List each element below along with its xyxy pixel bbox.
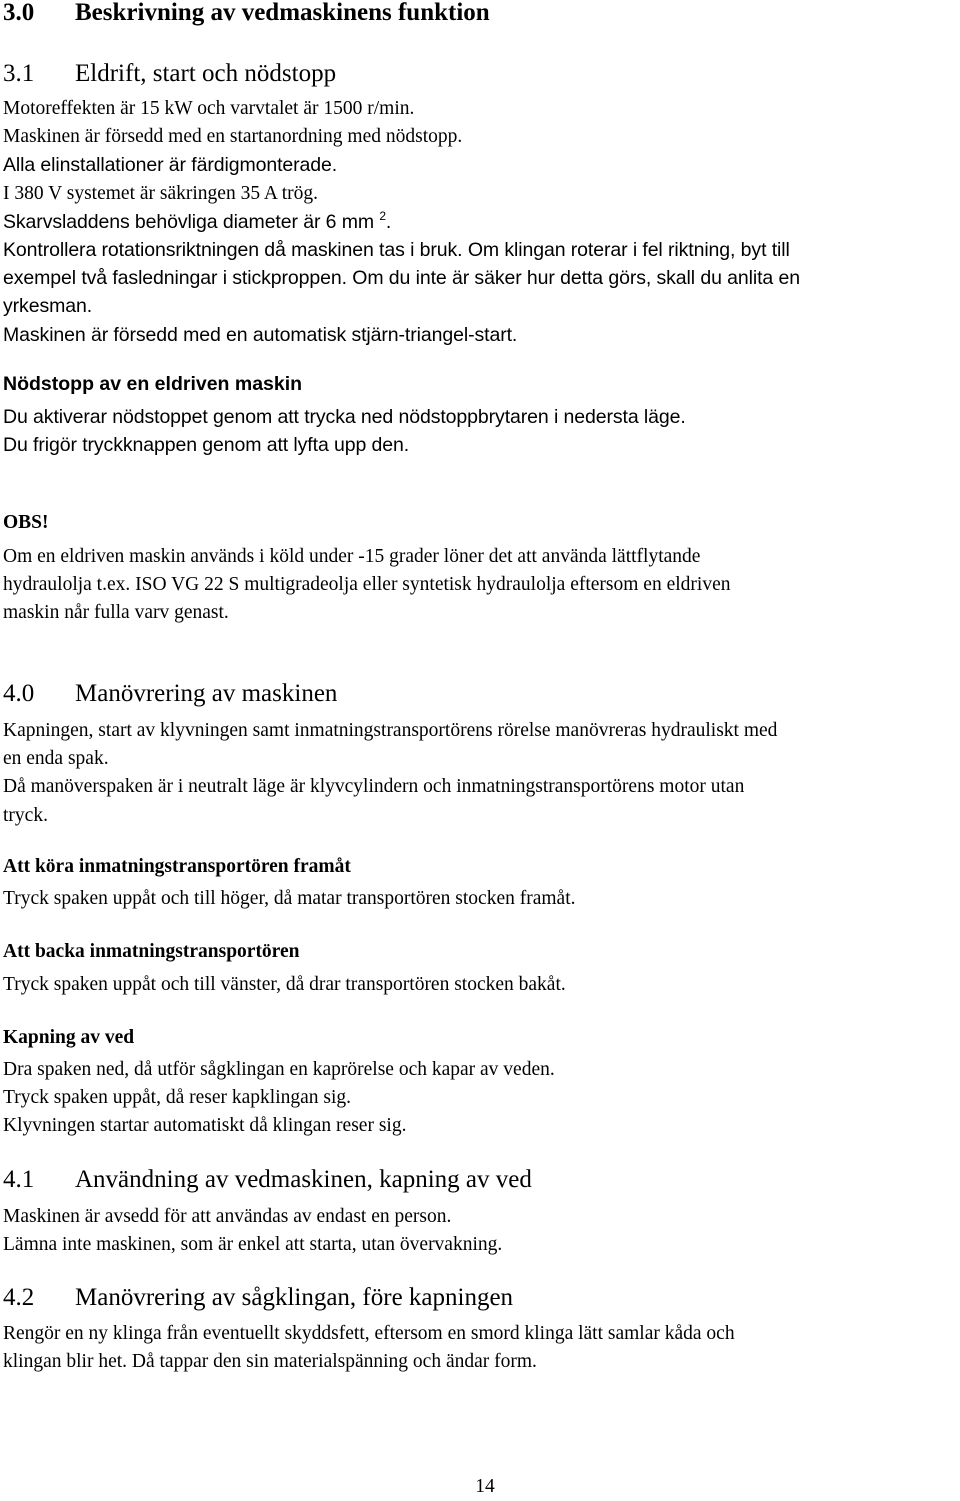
subheading-kapning: Kapning av ved — [3, 1027, 135, 1048]
section-number: 3.0 — [3, 0, 35, 26]
section-3-1-body — [3, 95, 800, 349]
section-title: Manövrering av maskinen — [75, 680, 338, 707]
paragraph-line: Dra spaken ned, då utför sågklingan en kaprörelse och kapar av veden. — [3, 1059, 555, 1080]
section-title: Beskrivning av vedmaskinens funktion — [75, 0, 490, 26]
paragraph-line: Maskinen är försedd med en automatisk stjärn-triangel-start. — [3, 323, 518, 346]
paragraph-line: Du aktiverar nödstoppet genom att trycka ned nödstoppbrytaren i nedersta läge. — [3, 406, 686, 428]
paragraph-line: I 380 V systemet är säkringen 35 A trög. — [3, 182, 319, 204]
paragraph-line: tryck. — [3, 804, 48, 826]
paragraph-line: Om en eldriven maskin används i köld under -15 grader löner det att använda lättflytande — [3, 546, 701, 567]
subheading-framat: Att köra inmatningstransportören framåt — [3, 856, 351, 877]
paragraph-line: Tryck spaken uppåt och till vänster, då drar transportören stocken bakåt. — [3, 974, 566, 995]
section-heading-3-0 — [3, 0, 490, 28]
section-4-1-body — [3, 1203, 502, 1259]
paragraph-line: yrkesman. — [3, 295, 93, 318]
paragraph-line: maskin når fulla varv genast. — [3, 602, 229, 624]
paragraph-line: Lämna inte maskinen, som är enkel att starta, utan övervakning. — [3, 1234, 503, 1256]
paragraph-line: Alla elinstallationer är färdigmonterade. — [3, 154, 338, 177]
section-heading-3-1 — [3, 59, 336, 89]
paragraph-line: hydraulolja t.ex. ISO VG 22 S multigradeolja eller syntetisk hydraulolja eftersom en eldriven — [3, 574, 731, 596]
sentence: Om du inte är säker hur detta görs, skall du anlita en — [352, 267, 800, 290]
section-title: Användning av vedmaskinen, kapning av ved — [75, 1166, 532, 1193]
kapning-body — [3, 1056, 555, 1141]
paragraph-line: Du frigör tryckknappen genom att lyfta upp den. — [3, 434, 410, 457]
subheading-nodstopp: Nödstopp av en eldriven maskin — [3, 373, 303, 395]
section-title: Manövrering av sågklingan, före kapningen — [75, 1284, 514, 1311]
section-4-0-body — [3, 717, 777, 830]
paragraph-line — [3, 264, 800, 292]
section-4-2-body — [3, 1320, 735, 1376]
paragraph-line: Tryck spaken uppåt och till höger, då matar transportören stocken framåt. — [3, 888, 576, 909]
section-number: 4.0 — [3, 680, 35, 707]
sentence: Kontrollera rotationsriktningen då maskinen tas i bruk. — [3, 239, 463, 262]
paragraph-line — [3, 236, 800, 264]
paragraph-line: klingan blir het. Då tappar den sin materialspänning och ändar form. — [3, 1351, 537, 1373]
sentence: Om klingan roterar i fel riktning, byt till — [467, 239, 790, 262]
paragraph-line: Maskinen är avsedd för att användas av endast en person. — [3, 1206, 452, 1227]
paragraph-line: Maskinen är försedd med en startanordning med nödstopp. — [3, 126, 463, 148]
section-title: Eldrift, start och nödstopp — [75, 60, 337, 87]
obs-body — [3, 543, 730, 628]
paragraph-line: Motoreffekten är 15 kW och varvtalet är 1500 r/min. — [3, 98, 415, 119]
section-number: 3.1 — [3, 60, 35, 87]
subheading-obs: OBS! — [3, 512, 49, 533]
backa-body — [3, 971, 566, 999]
paragraph-line: Då manöverspaken är i neutralt läge är klyvcylindern och inmatningstransportörens motor utan — [3, 776, 745, 798]
section-number: 4.2 — [3, 1284, 35, 1311]
paragraph-line — [3, 208, 800, 236]
framat-body — [3, 885, 576, 913]
page-number: 14 — [475, 1476, 495, 1497]
nodstopp-body — [3, 403, 686, 459]
section-number: 4.1 — [3, 1166, 35, 1193]
paragraph-line: Klyvningen startar automatiskt då klingan reser sig. — [3, 1115, 407, 1137]
section-heading-4-1 — [3, 1165, 532, 1195]
section-heading-4-2 — [3, 1283, 513, 1313]
subheading-backa: Att backa inmatningstransportören — [3, 941, 300, 962]
diameter-text: Skarvsladdens behövliga diameter är 6 mm — [3, 210, 375, 233]
paragraph-line: en enda spak. — [3, 748, 109, 770]
paragraph-line: Rengör en ny klinga från eventuellt skyddsfett, eftersom en smord klinga lätt samlar kåda och — [3, 1323, 735, 1344]
superscript: 2 — [379, 208, 386, 223]
section-heading-4-0 — [3, 679, 337, 709]
paragraph-line: Kapningen, start av klyvningen samt inmatningstransportörens rörelse manövreras hydrauliskt med — [3, 720, 778, 741]
sentence: exempel två fasledningar i stickproppen. — [3, 267, 347, 290]
period: . — [385, 210, 392, 233]
paragraph-line: Tryck spaken uppåt, då reser kapklingan sig. — [3, 1087, 352, 1109]
